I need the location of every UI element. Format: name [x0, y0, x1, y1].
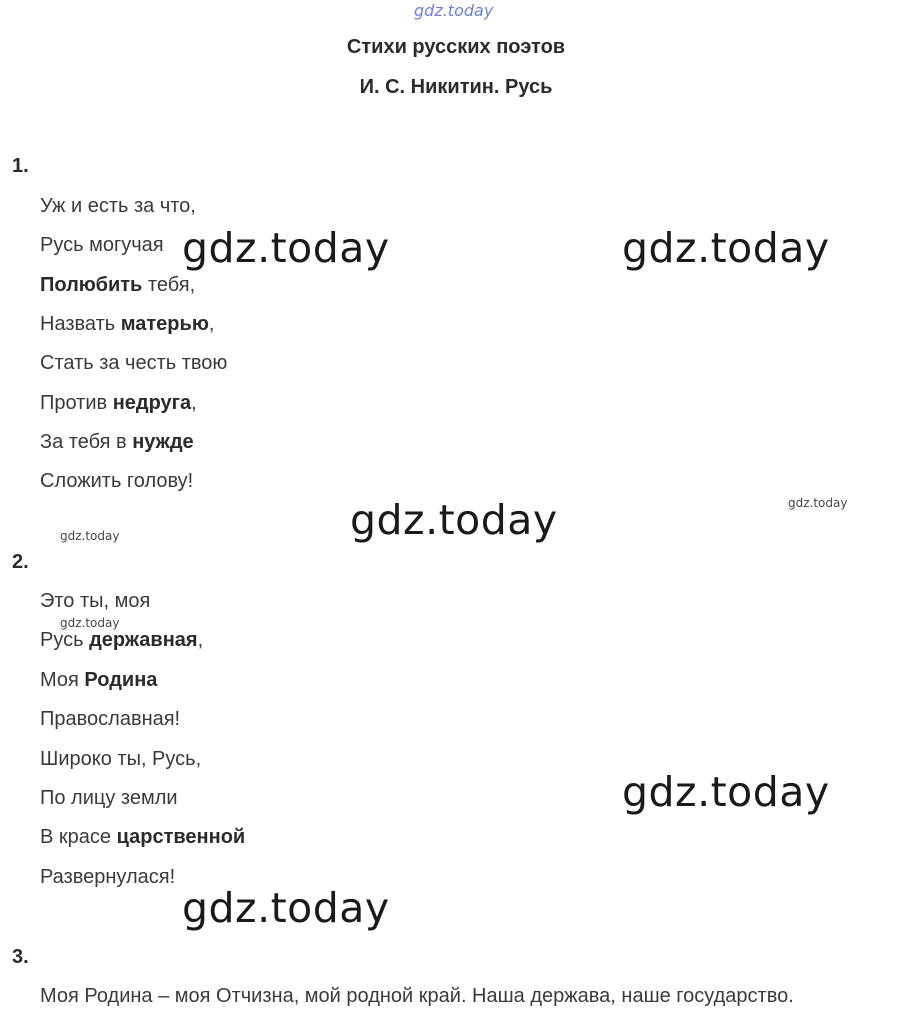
page-title: Стихи русских поэтов: [346, 36, 566, 58]
poem-line: [40, 749, 201, 769]
watermark-small: gdz.today: [60, 616, 120, 630]
line-text: Уж и есть за что,: [40, 195, 196, 217]
poem-line: [40, 867, 175, 887]
watermark: gdz.today: [182, 224, 390, 272]
line-text: Развернулася!: [40, 866, 176, 888]
line-text: Сложить голову!: [40, 470, 194, 492]
watermark-top: gdz.today: [414, 1, 494, 20]
bold-word: Родина: [84, 669, 158, 691]
poem-line: [40, 235, 164, 255]
poem-line: [40, 709, 180, 729]
poem-line: [40, 591, 150, 611]
section-number-3: 3.: [12, 946, 29, 968]
line-text: Это ты, моя: [40, 590, 151, 612]
line-text: В красе: [40, 826, 117, 848]
poem-line: [40, 670, 157, 690]
bold-word: нужде: [132, 431, 194, 453]
watermark: gdz.today: [622, 768, 830, 816]
line-text: Стать за честь твою: [40, 352, 228, 374]
line-text: ,: [208, 313, 215, 335]
line-text: Русь: [40, 629, 90, 651]
poem-line: [40, 196, 196, 216]
line-text: Моя Родина – моя Отчизна, мой родной край. Наша держава, наше государство.: [40, 985, 794, 1007]
bold-word: матерью: [120, 313, 209, 335]
poem-line: [40, 788, 178, 808]
line-text: ,: [197, 629, 204, 651]
poem-line: [40, 353, 227, 373]
watermark: gdz.today: [350, 496, 558, 544]
line-text: тебя,: [142, 274, 196, 296]
poem-line: [40, 393, 197, 413]
poem-line: [40, 471, 193, 491]
line-text: Назвать: [40, 313, 121, 335]
poem-line: [40, 275, 195, 295]
watermark-small: gdz.today: [60, 529, 120, 543]
line-text: Широко ты, Русь,: [40, 748, 202, 770]
bold-word: державная: [89, 629, 198, 651]
poem-line: [40, 314, 214, 334]
watermark-small: gdz.today: [788, 496, 848, 510]
poem-line: [40, 986, 794, 1006]
watermark: gdz.today: [182, 884, 390, 932]
line-text: ,: [191, 392, 197, 414]
section-number-2: 2.: [12, 551, 29, 573]
poem-line: [40, 827, 245, 847]
watermark: gdz.today: [622, 224, 830, 272]
line-text: Моя: [40, 669, 85, 691]
line-text: Православная!: [40, 708, 181, 730]
bold-word: недруга: [112, 392, 192, 414]
line-text: Русь могучая: [40, 234, 164, 256]
line-text: По лицу земли: [40, 787, 178, 809]
poem-line: [40, 432, 194, 452]
bold-word: царственной: [116, 826, 246, 848]
line-text: Против: [40, 392, 113, 414]
page-subtitle: И. С. Никитин. Русь: [359, 76, 553, 98]
line-text: За тебя в: [40, 431, 133, 453]
section-number-1: 1.: [12, 155, 29, 177]
bold-word: Полюбить: [40, 274, 143, 296]
poem-line: [40, 630, 203, 650]
